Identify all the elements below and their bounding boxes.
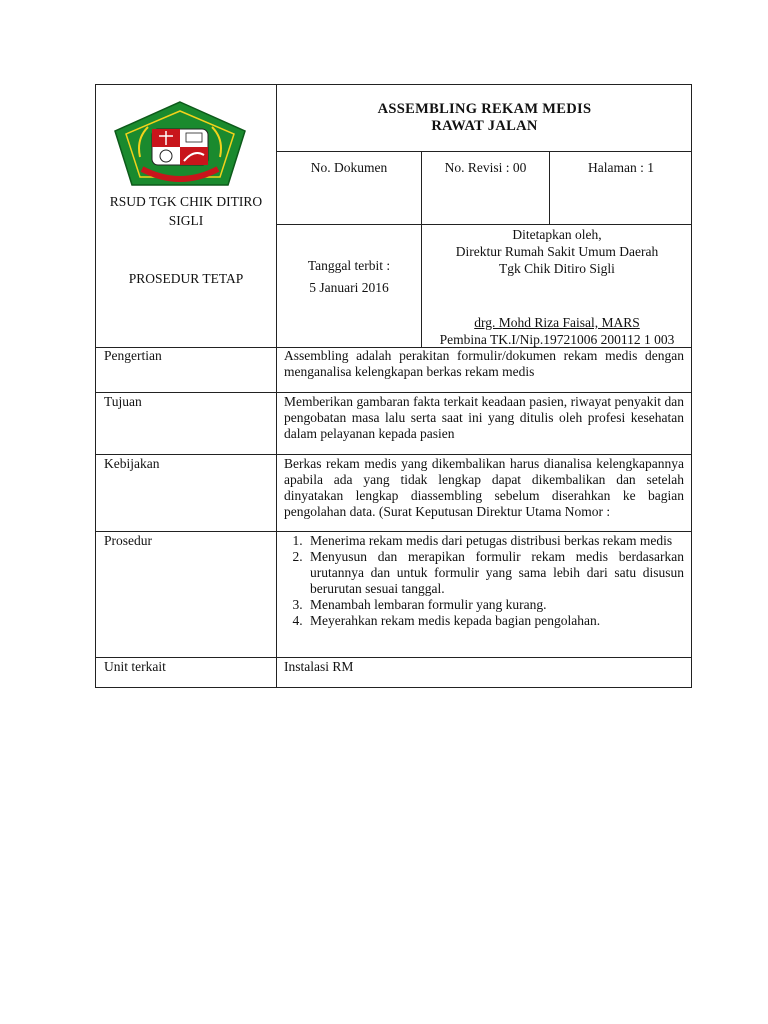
sop-document [95, 84, 692, 688]
org-name [96, 192, 276, 230]
org-name-line1: RSUD TGK CHIK DITIRO [109, 194, 263, 209]
row-content-tujuan: Memberikan gambaran fakta terkait keadaan pasien, riwayat penyakit dan pengobatan masa lalu serta saat ini yang ditulis oleh profesi kesehatan dalam pelayanan kepada pasien [284, 394, 684, 441]
prosedur-steps [284, 533, 684, 629]
no-revisi-label: No. Revisi : 00 [444, 160, 527, 175]
page-title [277, 101, 692, 135]
tanggal-terbit-value: 5 Januari 2016 [309, 280, 389, 295]
ditetapkan-line3: Tgk Chik Ditiro Sigli [499, 261, 615, 276]
ditetapkan-line1: Ditetapkan oleh, [512, 227, 602, 242]
row-label-unit-terkait: Unit terkait [104, 659, 166, 674]
signer-block [422, 314, 692, 348]
row-content-pengertian: Assembling adalah perakitan formulir/dokumen rekam medis dengan menganalisa kelengkapan berkas rekam medis [284, 348, 684, 379]
row-label-kebijakan: Kebijakan [104, 456, 160, 471]
row-label-tujuan: Tujuan [104, 394, 142, 409]
prosedur-step-3: 3. Menambah lembaran formulir yang kurang. [306, 597, 684, 613]
tanggal-terbit-label: Tanggal terbit : [307, 258, 391, 273]
prosedur-step-4: 4. Meyerahkan rekam medis kepada bagian pengolahan. [306, 613, 684, 629]
page-title-line1: ASSEMBLING REKAM MEDIS [377, 101, 592, 117]
signer-nip: Pembina TK.I/Nip.19721006 200112 1 003 [439, 332, 675, 347]
prosedur-step-2: 2. Menyusun dan merapikan formulir rekam medis berdasarkan urutannya dan untuk formulir yang sama lebih dari satu disusun berurutan sesuai tanggal. [306, 549, 684, 597]
row-label-prosedur: Prosedur [104, 533, 152, 548]
doc-type: PROSEDUR TETAP [128, 271, 244, 286]
signer-name: drg. Mohd Riza Faisal, MARS [474, 315, 640, 330]
rsud-emblem-icon [112, 99, 248, 187]
row-divider-tujuan [96, 454, 692, 455]
halaman-label: Halaman : 1 [588, 160, 654, 175]
row-content-unit-terkait: Instalasi RM [284, 659, 354, 674]
ditetapkan-line2: Direktur Rumah Sakit Umum Daerah [455, 244, 659, 259]
row-divider-title [277, 151, 692, 152]
row-divider-dokumen [277, 224, 692, 225]
ditetapkan-block [422, 226, 692, 277]
row-divider-pengertian [96, 392, 692, 393]
row-content-kebijakan: Berkas rekam medis yang dikembalikan harus dianalisa kelengkapannya apabila ada yang tidak lengkap dapat dikembalikan dan setelah dinyatakan lengkap diassembling sebelum diserahkan ke bagian pengolahan data. (Surat Keputusan Direktur Utama Nomor : [284, 456, 684, 519]
prosedur-step-1: 1. Menerima rekam medis dari petugas distribusi berkas rekam medis [306, 533, 684, 549]
row-divider-kebijakan [96, 531, 692, 532]
org-name-line2: SIGLI [168, 213, 204, 228]
row-divider-prosedur [96, 657, 692, 658]
row-label-pengertian: Pengertian [104, 348, 162, 363]
row-content-prosedur [284, 533, 684, 629]
page-title-line2: RAWAT JALAN [431, 118, 538, 134]
no-dokumen-label: No. Dokumen [310, 160, 388, 175]
tanggal-terbit [277, 255, 421, 299]
